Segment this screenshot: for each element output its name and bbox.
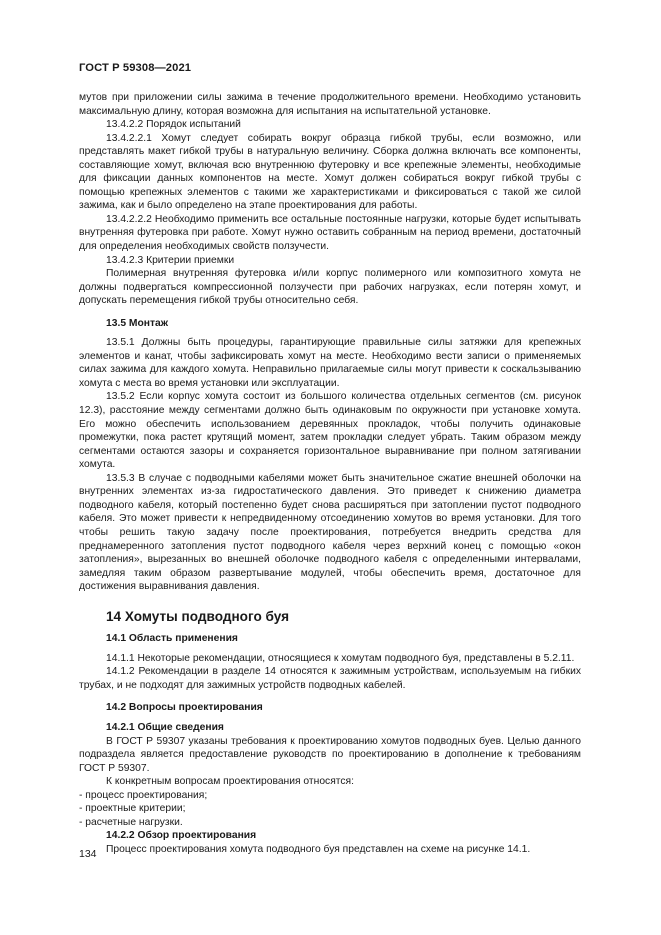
paragraph: 14.1.2 Рекомендации в разделе 14 относятся к зажимным устройствам, используемым на гибких трубах, и не подходят для зажимных устройств подводных кабелей. [79,666,581,691]
paragraph: 13.5.1 Должны быть процедуры, гарантирующие правильные силы затяжки для крепежных элементов и канат, чтобы зафиксировать хомут на месте. Необходимо вести записи о применяемых силах зажима для каждого хомута. Неправильно прилагаемые силы могут привести к соскальзыванию хомута с места во время установки или эксплуатации. [79,337,581,389]
paragraph: 13.5.3 В случае с подводными кабелями может быть значительное сжатие внешней оболочки на внутренних элементах из-за гидростатического давления. Это приведет к снижению диаметра подводного кабеля, который постепенно будет снова расширяться при затоплении пустот подводного кабеля. Это может привести к непредвиденному отсоединению хомутов во время установки. Для того чтобы решить такую задачу после проектирования, потребуется внедрить средства для преднамеренного затопления пустот подводного кабеля через верхний конец с помощью «окон затопления», вырезанных во внешней оболочке подводного кабеля с определенными интервалами, замедляя таким образом развертывание модулей, чтобы обеспечить время, достаточное для достижения выравнивания давления. [79,472,581,593]
paragraph: 13.4.2.2.1 Хомут следует собирать вокруг образца гибкой трубы, если возможно, или представлять макет гибкой трубы в натуральную величину. Сборка должна включать все компоненты, составляющие хомут, включая всю внутреннюю футеровку и все крепежные элементы, необходимые для фиксации данных компонентов на месте. Хомут должен собираться вокруг гибкой трубы с помощью крепежных элементов с такими же характеристиками и фиксироваться с такой же силой зажима, как и было определено на этапе проектирования для работы. [79,132,581,212]
paragraph: мутов при приложении силы зажима в течение продолжительного времени. Необходимо установить максимальную длину, которая возможна для испытания на испытательной установке. [79,92,581,117]
subsection-heading-14-2-1: 14.2.1 Общие сведения [106,721,224,733]
list-item: - проектные критерии; [79,803,186,815]
paragraph: Полимерная внутренняя футеровка и/или корпус полимерного или композитного хомута не должны подвергаться компрессионной ползучести при рабочих нагрузках, если потерян хомут, и допускать перемещения гибкой трубы относительно себя. [79,268,581,307]
chapter-heading-14: 14 Хомуты подводного буя [106,608,290,624]
page-number: 134 [79,848,97,860]
paragraph: 13.4.2.2.2 Необходимо применить все остальные постоянные нагрузки, которые будет испытывать внутренняя футеровка при работе. Хомут нужно оставить собранным на период времени, достаточный для определения необходимых свойств ползучести. [79,213,581,253]
subsection-heading: 13.4.2.3 Критерии приемки [106,254,235,266]
subsection-heading: 13.4.2.2 Порядок испытаний [106,119,241,131]
list-item: - процесс проектирования; [79,789,208,801]
list-item: - расчетные нагрузки. [79,816,183,828]
document-header: ГОСТ Р 59308—2021 [79,62,192,74]
subsection-heading-14-2-2: 14.2.2 Обзор проектирования [106,830,257,842]
paragraph: 14.1.1 Некоторые рекомендации, относящиеся к хомутам подводного буя, представлены в 5.2.11. [106,652,575,664]
section-heading-14-2: 14.2 Вопросы проектирования [106,702,263,714]
section-heading-14-1: 14.1 Область применения [106,633,238,645]
paragraph: К конкретным вопросам проектирования относятся: [106,776,354,788]
paragraph: В ГОСТ Р 59307 указаны требования к проектированию хомутов подводных буев. Целью данного подраздела является предоставление руководств по проектированию в дополнение к требованиям ГОСТ Р 59307. [79,735,581,774]
section-heading-13-5: 13.5 Монтаж [106,317,169,329]
paragraph: 13.5.2 Если корпус хомута состоит из большого количества отдельных сегментов (см. рисунок 12.3), расстояние между сегментами должно быть одинаковым по окружности при установке хомута. Его можно обеспечить использованием деревянных прокладок, чтобы получить одинаковые промежутки, пока растет крутящий момент, затем прокладки следует убрать. Таким образом между сегментами остаются зазоры и сохраняется горизонтальное выравнивание при полном затягивании хомута. [79,391,581,471]
page-body [79,91,581,856]
paragraph: Процесс проектирования хомута подводного буя представлен на схеме на рисунке 14.1. [106,843,531,855]
